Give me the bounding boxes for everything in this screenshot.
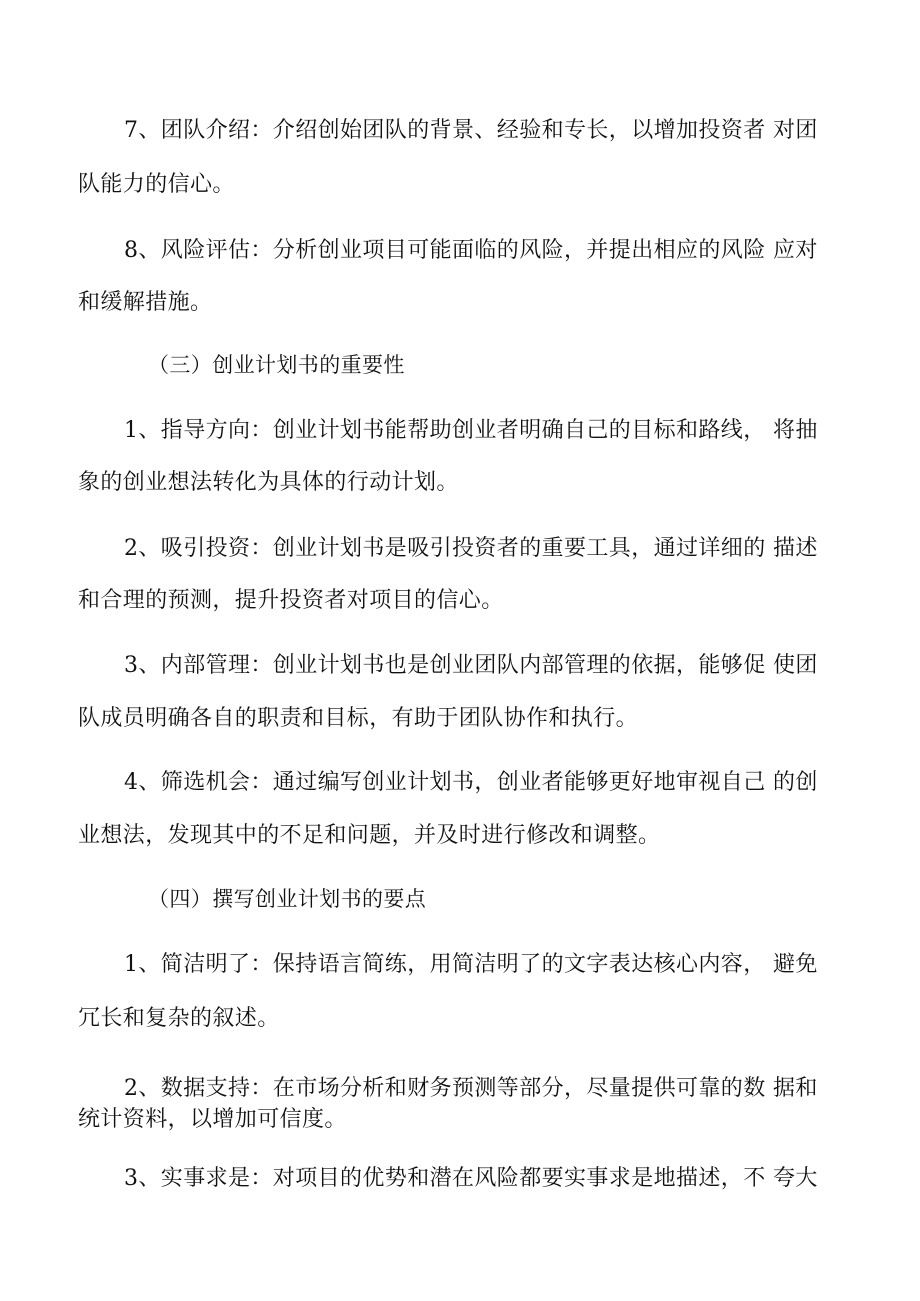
section-heading-importance: （三）创业计划书的重要性 bbox=[148, 353, 405, 377]
list-item-line2: 象的创业想法转化为具体的行动计划。 bbox=[78, 470, 459, 495]
list-item-line2: 队成员明确各自的职责和目标，有助于团队协作和执行。 bbox=[78, 706, 639, 731]
list-item-line1: 1、简洁明了：保持语言简练，用简洁明了的文字表达核心内容， 避免 bbox=[124, 952, 818, 977]
list-item-line2: 统计资料，以增加可信度。 bbox=[78, 1107, 347, 1132]
list-item-line1: 3、内部管理：创业计划书也是创业团队内部管理的依据，能够促 使团 bbox=[124, 653, 818, 678]
list-item-line2: 冗长和复杂的叙述。 bbox=[78, 1006, 280, 1031]
list-item-line1: 2、吸引投资：创业计划书是吸引投资者的重要工具，通过详细的 描述 bbox=[124, 536, 818, 561]
list-item-line1: 1、指导方向：创业计划书能帮助创业者明确自己的目标和路线， 将抽 bbox=[124, 418, 818, 443]
list-item-line2: 和合理的预测，提升投资者对项目的信心。 bbox=[78, 588, 504, 613]
paragraph-team-intro-line2: 队能力的信心。 bbox=[78, 172, 235, 197]
list-item-line2: 业想法，发现其中的不足和问题，并及时进行修改和调整。 bbox=[78, 823, 661, 848]
list-item-line1: 3、实事求是：对项目的优势和潜在风险都要实事求是地描述，不 夸大 bbox=[124, 1166, 818, 1191]
paragraph-team-intro-line1: 7、团队介绍：介绍创始团队的背景、经验和专长，以增加投资者 对团 bbox=[124, 118, 818, 143]
list-item-line1: 2、数据支持：在市场分析和财务预测等部分，尽量提供可靠的数 据和 bbox=[124, 1076, 818, 1101]
paragraph-risk-line2: 和缓解措施。 bbox=[78, 290, 213, 315]
section-heading-key-points: （四）撰写创业计划书的要点 bbox=[148, 887, 427, 911]
paragraph-risk-line1: 8、风险评估：分析创业项目可能面临的风险，并提出相应的风险 应对 bbox=[124, 238, 818, 263]
list-item-line1: 4、筛选机会：通过编写创业计划书，创业者能够更好地审视自己 的创 bbox=[124, 770, 818, 795]
